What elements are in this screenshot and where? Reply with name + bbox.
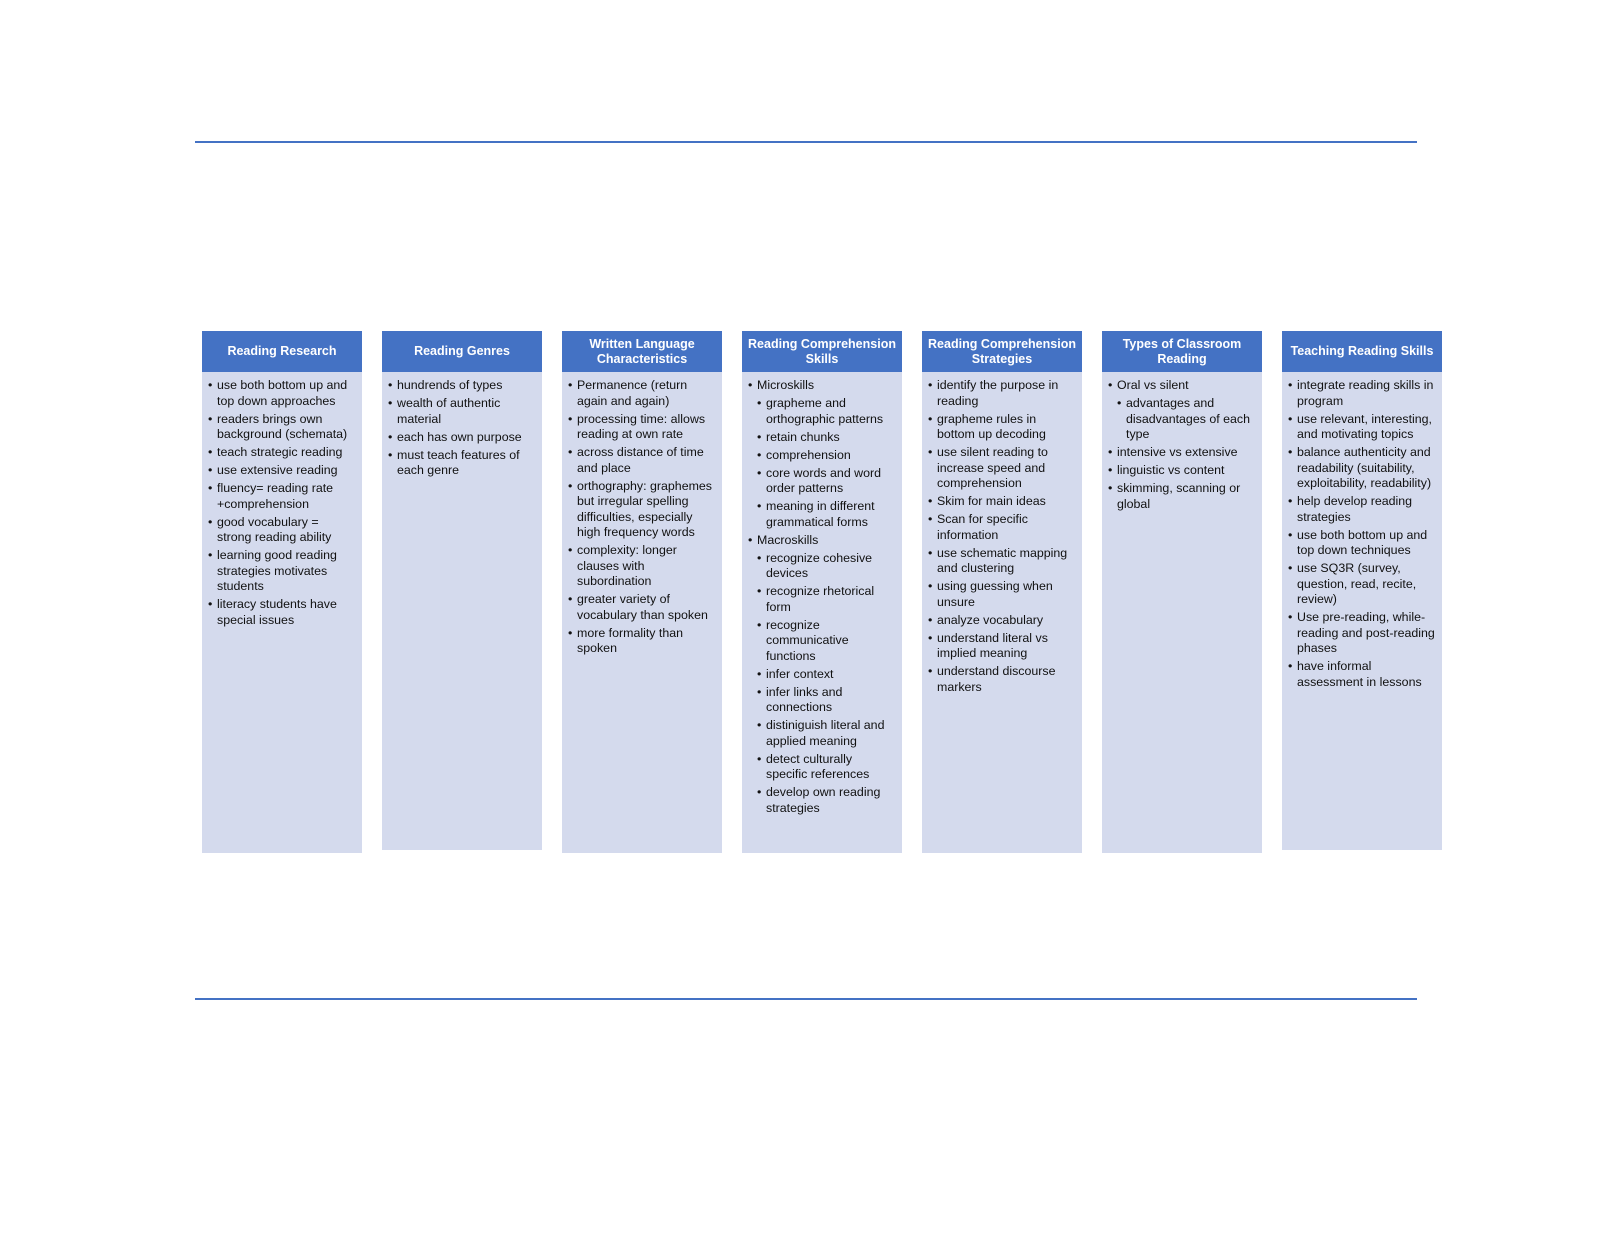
item-list	[748, 378, 896, 816]
column-reading-genres	[382, 331, 542, 850]
list-item: • integrate reading skills in program	[1288, 378, 1436, 409]
sub-list-item: • detect culturally specific references	[757, 752, 896, 783]
list-item: • more formality than spoken	[568, 626, 716, 657]
sub-list-item: • retain chunks	[757, 430, 896, 446]
sub-list-item: • recognize communicative functions	[757, 618, 896, 665]
sub-list-item: • infer links and connections	[757, 685, 896, 716]
column-title: Teaching Reading Skills	[1282, 331, 1442, 372]
column-reading-research	[202, 331, 362, 853]
list-item: • literacy students have special issues	[208, 597, 356, 628]
list-item: • teach strategic reading	[208, 445, 356, 461]
item-list	[568, 378, 716, 657]
list-item: • Use pre-reading, while-reading and post-reading phases	[1288, 610, 1436, 657]
list-item: • use both bottom up and top down techniques	[1288, 528, 1436, 559]
sub-list-item: • advantages and disadvantages of each type	[1117, 396, 1256, 443]
column-title: Reading Research	[202, 331, 362, 372]
list-item: • processing time: allows reading at own rate	[568, 412, 716, 443]
list-item: • fluency= reading rate +comprehension	[208, 481, 356, 512]
top-rule	[195, 141, 1417, 143]
sub-list-item: • recognize rhetorical form	[757, 584, 896, 615]
column-title: Reading Genres	[382, 331, 542, 372]
list-item: • identify the purpose in reading	[928, 378, 1076, 409]
sub-list-item: • infer context	[757, 667, 896, 683]
list-item: • hundrends of types	[388, 378, 536, 394]
list-item: • skimming, scanning or global	[1108, 481, 1256, 512]
list-item: • good vocabulary = strong reading ability	[208, 515, 356, 546]
item-list	[208, 378, 356, 628]
list-item: • greater variety of vocabulary than spoken	[568, 592, 716, 623]
list-item: • intensive vs extensive	[1108, 445, 1256, 461]
list-item: • using guessing when unsure	[928, 579, 1076, 610]
sub-list-item: • core words and word order patterns	[757, 466, 896, 497]
sub-list-item: • recognize cohesive devices	[757, 551, 896, 582]
column-title: Written Language Characteristics	[562, 331, 722, 372]
sub-list-item: • meaning in different grammatical forms	[757, 499, 896, 530]
list-item: • wealth of authentic material	[388, 396, 536, 427]
list-item: • use both bottom up and top down approaches	[208, 378, 356, 409]
sub-list-item: • grapheme and orthographic patterns	[757, 396, 896, 427]
list-item: • help develop reading strategies	[1288, 494, 1436, 525]
list-item: • Microskills	[748, 378, 896, 394]
column-title: Types of Classroom Reading	[1102, 331, 1262, 372]
list-item: • use silent reading to increase speed and comprehension	[928, 445, 1076, 492]
sub-list-item: • comprehension	[757, 448, 896, 464]
list-item: • use schematic mapping and clustering	[928, 546, 1076, 577]
sub-list-item: • distiniguish literal and applied meaning	[757, 718, 896, 749]
list-item: • use extensive reading	[208, 463, 356, 479]
list-item: • across distance of time and place	[568, 445, 716, 476]
list-item: • use relevant, interesting, and motivating topics	[1288, 412, 1436, 443]
list-item: • have informal assessment in lessons	[1288, 659, 1436, 690]
column-reading-comprehension-skills	[742, 331, 902, 853]
column-reading-comprehension-strategies	[922, 331, 1082, 853]
item-list	[928, 378, 1076, 695]
list-item: • Oral vs silent	[1108, 378, 1256, 394]
list-item: • orthography: graphemes but irregular spelling difficulties, especially high frequency words	[568, 479, 716, 541]
list-item: • understand discourse markers	[928, 664, 1076, 695]
list-item: • learning good reading strategies motivates students	[208, 548, 356, 595]
bottom-rule	[195, 998, 1417, 1000]
list-item: • Macroskills	[748, 533, 896, 549]
sub-list-item: • develop own reading strategies	[757, 785, 896, 816]
list-item: • linguistic vs content	[1108, 463, 1256, 479]
column-written-language-characteristics	[562, 331, 722, 853]
list-item: • analyze vocabulary	[928, 613, 1076, 629]
column-title: Reading Comprehension Strategies	[922, 331, 1082, 372]
list-item: • Permanence (return again and again)	[568, 378, 716, 409]
list-item: • readers brings own background (schemata)	[208, 412, 356, 443]
list-item: • each has own purpose	[388, 430, 536, 446]
list-item: • must teach features of each genre	[388, 448, 536, 479]
list-item: • balance authenticity and readability (suitability, exploitability, readability)	[1288, 445, 1436, 492]
item-list	[388, 378, 536, 479]
item-list	[1288, 378, 1436, 690]
list-item: • grapheme rules in bottom up decoding	[928, 412, 1076, 443]
item-list	[1108, 378, 1256, 512]
list-item: • Scan for specific information	[928, 512, 1076, 543]
column-title: Reading Comprehension Skills	[742, 331, 902, 372]
column-teaching-reading-skills	[1282, 331, 1442, 850]
list-item: • Skim for main ideas	[928, 494, 1076, 510]
list-item: • complexity: longer clauses with subordination	[568, 543, 716, 590]
list-item: • use SQ3R (survey, question, read, recite, review)	[1288, 561, 1436, 608]
list-item: • understand literal vs implied meaning	[928, 631, 1076, 662]
column-types-of-classroom-reading	[1102, 331, 1262, 853]
